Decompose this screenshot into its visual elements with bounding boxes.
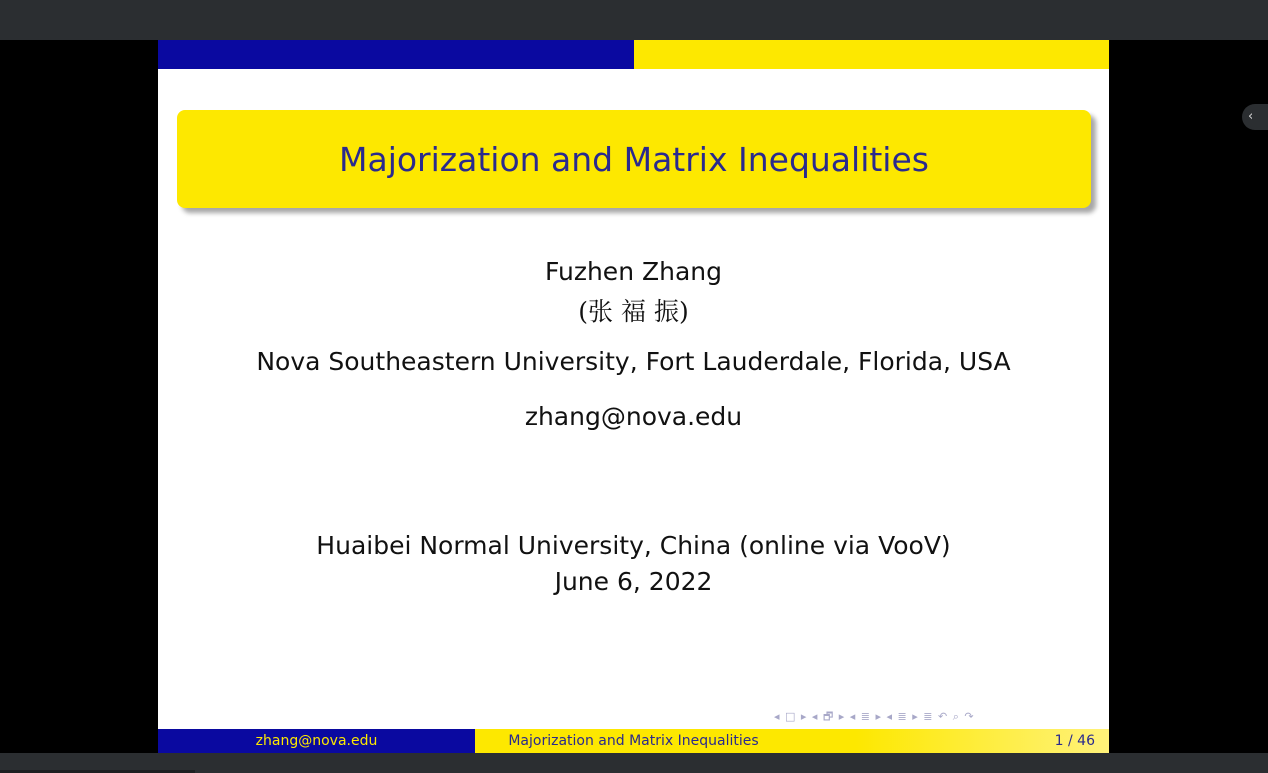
viewer-bottom-bar (0, 753, 1268, 773)
presentation-date: June 6, 2022 (554, 567, 713, 596)
presentation-slide (158, 40, 1109, 753)
header-band-blue (158, 40, 634, 69)
beamer-navigation-icons[interactable]: ◂ □ ▸ ◂ 🗗 ▸ ◂ ≣ ▸ ◂ ≣ ▸ ≣ ↶ ⌕ ↷ (774, 710, 975, 723)
title-box (177, 110, 1091, 208)
affiliation: Nova Southeastern University, Fort Lauderdale, Florida, USA (256, 347, 1011, 376)
sidebar-toggle-chevron-icon[interactable]: ‹ (1242, 104, 1268, 130)
footer-bar (475, 729, 1109, 753)
author-name: Fuzhen Zhang (544, 257, 722, 286)
footer-page-number: 1 / 46 (1054, 733, 1095, 749)
author-email: zhang@nova.edu (524, 402, 743, 431)
viewer-top-bar (0, 0, 1268, 40)
author-chinese-name: (张 福 振) (578, 297, 689, 326)
slide-title: Majorization and Matrix Inequalities (339, 139, 929, 179)
footer-title: Majorization and Matrix Inequalities (508, 733, 759, 749)
venue: Huaibei Normal University, China (online via VooV) (316, 531, 951, 560)
header-band-yellow (634, 40, 1109, 69)
footer-email: zhang@nova.edu (158, 729, 475, 753)
